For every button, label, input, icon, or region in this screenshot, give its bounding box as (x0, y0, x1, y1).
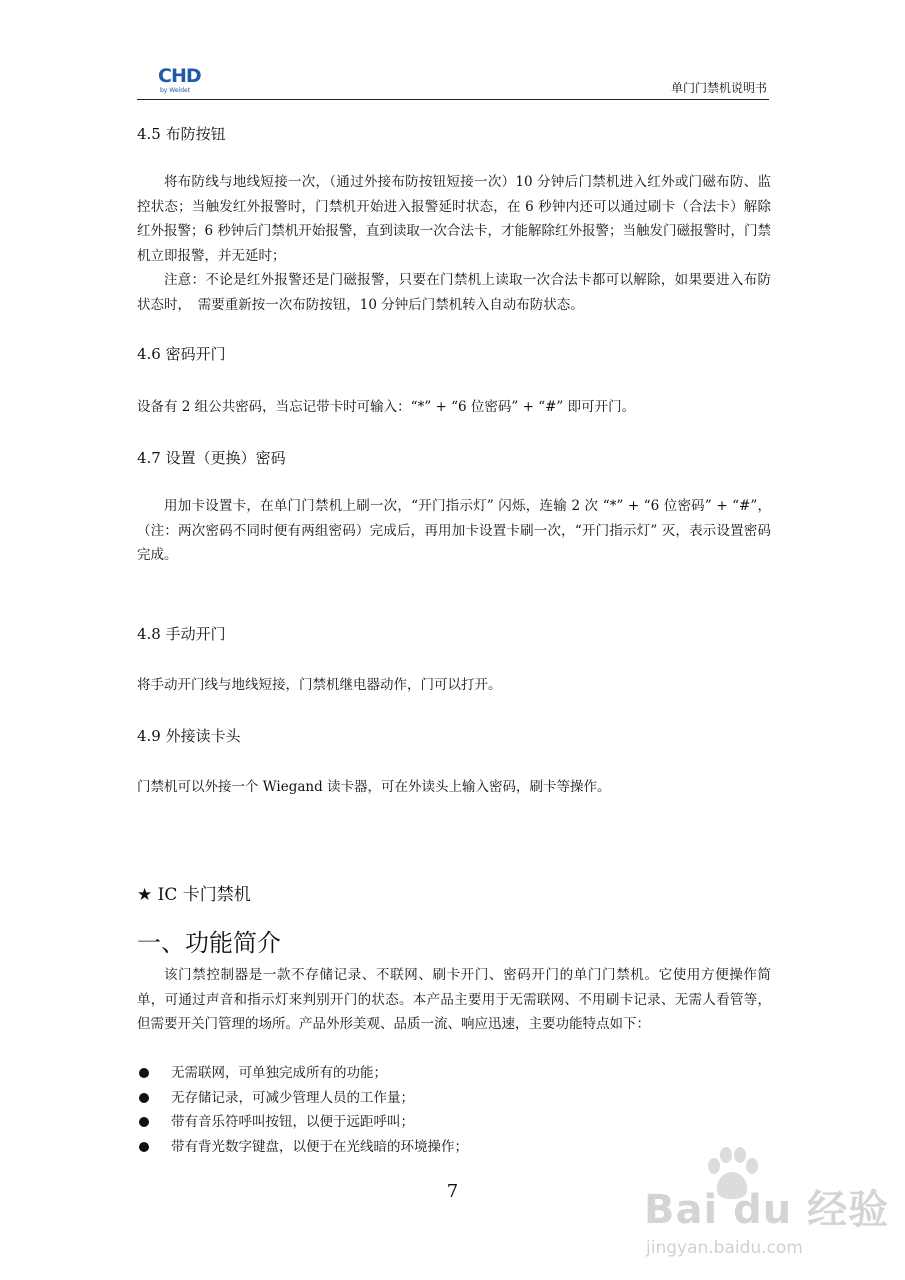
chapter-heading: 一、功能简介 (137, 929, 281, 957)
watermark-brand: Bai du 经验 (644, 1187, 890, 1233)
feature-text: 无存储记录，可减少管理人员的工作量； (171, 1089, 414, 1106)
bullet-dot-icon (139, 1093, 149, 1103)
bullet-dot-icon (139, 1117, 149, 1127)
section-heading-4-7: 4.7 设置（更换）密码 (137, 449, 286, 467)
company-logo (158, 66, 210, 100)
bullet-dot-icon (139, 1068, 149, 1078)
bullet-dot-icon (139, 1142, 149, 1152)
section-4-9-paragraph: 门禁机可以外接一个 Wiegand 读卡器，可在外读头上输入密码，刷卡等操作。 (137, 779, 611, 795)
watermark-url: jingyan.baidu.com (646, 1238, 803, 1258)
feature-text: 带有音乐符呼叫按钮，以便于远距呼叫； (171, 1114, 414, 1130)
section-4-7-paragraph: 用加卡设置卡，在单门门禁机上刷一次，“开门指示灯” 闪烁，连输 2 次 “*” + “6 位密码” + “#”，（注：两次密码不同时便有两组密码）完成后，再用加卡设置卡刷一次，“开门指示灯” 灭，表示设置密码完成。 (137, 498, 771, 563)
section-heading-4-6: 4.6 密码开门 (137, 345, 226, 363)
intro-paragraph: 该门禁控制器是一款不存储记录、不联网、刷卡开门、密码开门的单门门禁机。它使用方便操作简单，可通过声音和指示灯来判别开门的状态。本产品主要用于无需联网、不用刷卡记录、无需人看管等，但需要开关门管理的场所。产品外形美观、品质一流、响应迅速，主要功能特点如下： (137, 967, 771, 1032)
logo-subtext: by Weldet (160, 87, 191, 94)
list-item (137, 1061, 771, 1086)
baidu-watermark (640, 1138, 890, 1268)
section-4-8-paragraph: 将手动开门线与地线短接，门禁机继电器动作，门可以打开。 (137, 677, 502, 693)
feature-text: 无需联网，可单独完成所有的功能； (171, 1065, 387, 1081)
list-item (137, 1110, 771, 1135)
section-4-5-paragraph-1: 将布防线与地线短接一次，（通过外接布防按钮短接一次）10 分钟后门禁机进入红外或门磁布防、监控状态；当触发红外报警时，门禁机开始进入报警延时状态，在 6 秒钟内还可以通过刷卡（合法卡）解除红外报警；6 秒钟后门禁机开始报警，直到读取一次合法卡，才能解除红外报警；当触发门磁报警时，门禁机立即报警，并无延时； (137, 174, 771, 264)
section-heading-4-9: 4.9 外接读卡头 (137, 727, 241, 745)
section-heading-4-5: 4.5 布防按钮 (137, 125, 226, 143)
list-item (137, 1086, 771, 1111)
header-divider (137, 99, 769, 100)
ic-section-title: ★ IC 卡门禁机 (137, 885, 251, 905)
feature-text: 带有背光数字键盘，以便于在光线暗的环境操作； (171, 1138, 468, 1155)
section-heading-4-8: 4.8 手动开门 (137, 625, 226, 643)
document-title: 单门门禁机说明书 (670, 81, 767, 95)
page-number: 7 (446, 1181, 459, 1202)
section-4-6-paragraph: 设备有 2 组公共密码，当忘记带卡时可输入：“*” + “6 位密码” + “#” 即可开门。 (137, 399, 636, 415)
section-4-5-paragraph-2: 注意：不论是红外报警还是门磁报警，只要在门禁机上读取一次合法卡都可以解除，如果要进入布防状态时， 需要重新按一次布防按钮，10 分钟后门禁机转入自动布防状态。 (137, 272, 771, 313)
logo-text: CHD (158, 65, 201, 87)
